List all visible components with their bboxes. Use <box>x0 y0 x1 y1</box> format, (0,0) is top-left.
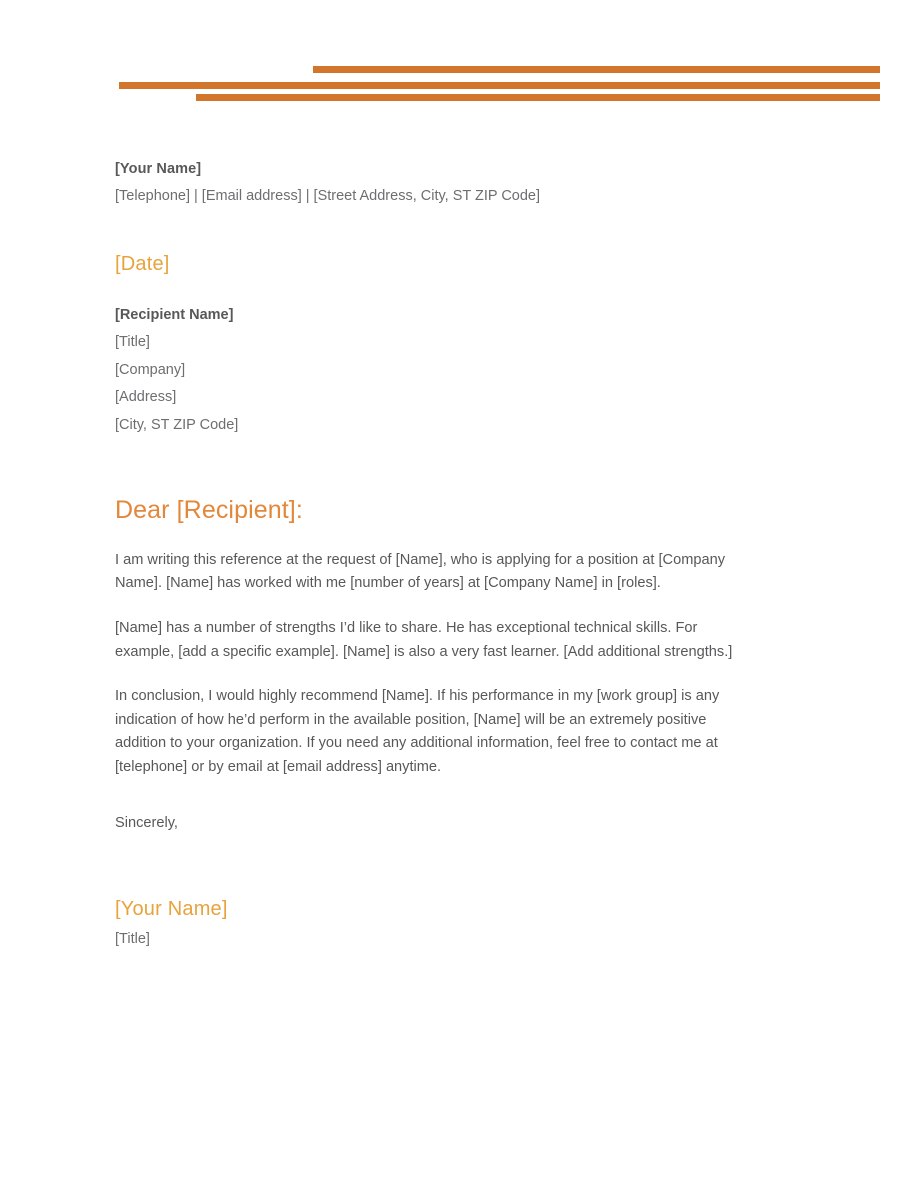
recipient-company[interactable]: [Company] <box>115 361 186 378</box>
date-field[interactable]: [Date] <box>115 252 170 275</box>
signature-title[interactable]: [Title] <box>115 931 150 948</box>
recipient-block <box>115 302 805 440</box>
body-paragraph-2[interactable]: [Name] has a number of strengths I’d like to share. He has exceptional technical skills. For example, [add a specific example]. [Name] is also a very fast learner. [Add additional strengths.] <box>115 619 733 660</box>
salutation[interactable]: Dear [Recipient]: <box>115 495 303 524</box>
top-accent-rule <box>313 66 880 73</box>
header-decoration <box>0 0 920 150</box>
recipient-name[interactable]: [Recipient Name] <box>115 306 234 323</box>
bottom-accent-rule <box>196 94 880 101</box>
sender-name[interactable]: [Your Name] <box>115 161 202 177</box>
recipient-title[interactable]: [Title] <box>115 334 150 351</box>
body-paragraph-1[interactable]: I am writing this reference at the request of [Name], who is applying for a position at [Company Name]. [Name] has worked with me [number of years] at [Company Name] in [roles]. <box>115 551 725 592</box>
sender-block <box>115 158 805 209</box>
valediction[interactable]: Sincerely, <box>115 814 178 831</box>
body-paragraph-3[interactable]: In conclusion, I would highly recommend [Name]. If his performance in my [work group] is any indication of how he’d perform in the available position, [Name] will be an extremely positive addition to your organization. If you need any additional information, feel free to contact me at [telephone] or by email at [email address] anytime. <box>115 688 720 776</box>
recipient-city-state-zip[interactable]: [City, ST ZIP Code] <box>115 417 239 434</box>
letter-content <box>115 158 805 952</box>
signature-name[interactable]: [Your Name] <box>115 898 228 921</box>
recipient-address[interactable]: [Address] <box>115 389 177 406</box>
sender-contact-line[interactable]: [Telephone] | [Email address] | [Street Address, City, ST ZIP Code] <box>115 187 541 204</box>
middle-accent-rule <box>119 82 880 89</box>
